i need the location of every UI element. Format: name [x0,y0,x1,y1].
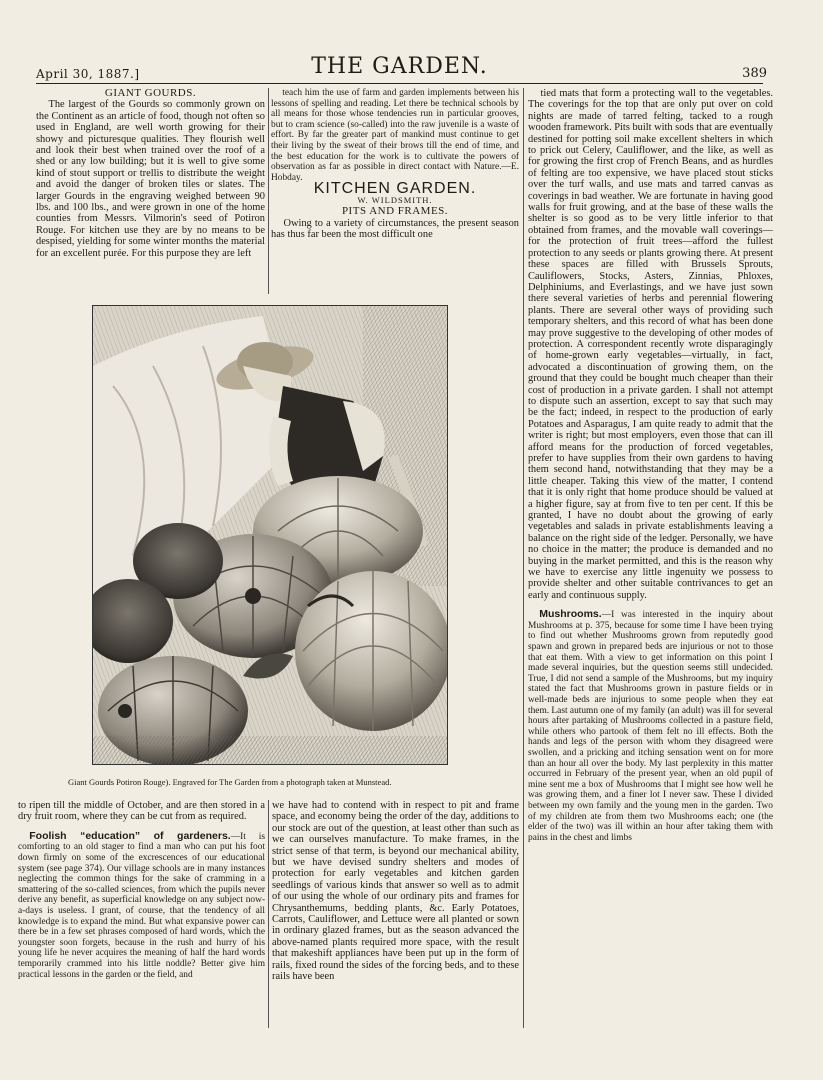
foolish-education-text: —It is comforting to an old stager to find a man who can put his foot down firmly on some of the excrescences of our educational system (see page 374). Our village schools are in many instances neglecting the common things for the sake of cramming in a smattering of the so-called sciences, from which the pupils never derive any benefit, as superficial knowledge on any subject now-a-days is useless. I grant, of course, that the tendency of all knowledge is to expand the mind. But what expansive power can there be in a few set phrases composed of hard words, which the youngster soon forgets, because in the rush and hurry of his young life he never acquires the meaning of half the hard words temporarily crammed into his little noddle? Better give him practical lessons in the garden or the field, and [18,831,265,980]
gourds-engraving-art [93,306,447,764]
giant-gourds-text: The largest of the Gourds so commonly grown on the Continent as an article of food, though not often so used in England, are well worth growing for their showy and picturesque qualities. They flourish well and look their best when trained over the roof of a shed or any low building; but it is well to give some kind of stout support or trellis to distribute the weight and avoid the danger of broken tiles or slates. The larger Gourds in the engraving weighed between 90 lbs. and 100 lbs., and were grown in one of the home counties from Messrs. Vilmorin's seed of Potiron Rouge. For kitchen use they are by no means to be despised, yielding for some winter months the material for an excellent purée. For this purpose they are left [36,99,265,259]
header-title: THE GARDEN. [311,54,488,79]
kitchen-garden-heading: KITCHEN GARDEN. [313,180,477,198]
column-1-bottom [18,800,265,1032]
gourds-engraving [92,305,448,765]
header-page-number: 389 [742,66,767,81]
pits-frames-heading: PITS AND FRAMES. [341,205,449,218]
header-date: April 30, 1887.] [36,67,140,81]
mushrooms-text: —I was interested in the inquiry about Mushrooms at p. 375, because for some time I have been trying to find out whether Mushrooms grown from reputedly good spawn and grown in prepared beds are injurious or not to those that eat them. With a view to get information on this point I made several inquiries, but the question seems still undecided. True, I did not send a sample of the Mushrooms, but my inquiry stated the fact that Mushrooms grown in pasture fields or in well-made beds are injurious to some people when they eat them. Last autumn one of my family (an adult) was ill for several hours after partaking of Mushrooms collected in a pasture field, while others who partook of them felt no ill effects. Both the hands and legs of the person with whom they disagreed were swollen, and a pricking and itching sensation went on for more than an hour all over the body. My last perplexity in this matter occurred in February of the present year, when an old pupil of mine sent me a box of Mushrooms that I might see how well he was growing them, and a finer lot I never saw. These I divided between my own family and the young men in the garden. Two of my children ate from them two Mushrooms each; one (the elder of the two) was ill within an hour after taking them with pains in the chest and limbs [528,610,773,843]
giant-gourds-heading: GIANT GOURDS. [104,88,197,99]
column-divider-1-top [268,88,269,294]
mushrooms-title: Mushrooms. [539,608,602,621]
column-divider-2 [523,88,524,1028]
column-2-top [271,88,519,298]
engraving-caption: Giant Gourds Potiron Rouge). Engraved for The Garden from a photograph taken at Munstead. [68,777,392,787]
foolish-education-paragraph [18,831,265,980]
kitchen-garden-byline: W. WILDSMITH. [357,194,433,205]
mushrooms-paragraph [528,609,773,843]
page-header [36,54,767,84]
foolish-education-title: Foolish “education” of gardeners. [29,829,231,842]
gourds-text-continued: to ripen till the middle of October, and are then stored in a dry fruit room, where they can be cut from as required. [18,800,265,823]
column-divider-1-bottom [268,800,269,1028]
pits-frames-text-bottom: we have had to contend with in respect to pit and frame space, and economy being the order of the day, additions to our stock are out of the question, at least other than such as we can ourselves manufacture. To make frames, in the strict sense of that term, is beyond our mechanical ability, but we have devised sundry shelters and modes of protection for early vegetables and kitchen garden seedlings of various kinds that answer so well as to admit of our using the whole of our ordinary pits and frames for Chrysanthemums, bedding plants, &c. Early Potatoes, Carrots, Cauliflower, and Lettuce were all planted or sown in ordinary glazed frames, but as the season advanced the above-named plants required more space, with the result that makeshift appliances have been put up in the form of rails, fixed round the sides of the forcing beds, and to these rails have been [272,800,519,983]
header-rule [36,83,763,84]
education-text-continued: teach him the use of farm and garden implements between his lessons of spelling and reading. Let there be technical schools by all means for those whose tendencies run in particular grooves, but to cram science (so-called) into the raw juvenile is a waste of effort. By far the greater part of mankind must continue to get their living by the sweat of their brows till the end of time, and the best education for the work is to cultivate the powers of observation as far as possible in direct contact with Nature.—E. Hobday. [271,88,519,183]
column-3 [528,88,773,1030]
pits-frames-intro: Owing to a variety of circumstances, the present season has thus far been the most difficult one [271,217,519,240]
pits-frames-continued: tied mats that form a protecting wall to the vegetables. The coverings for the top that are only put over on cold nights are made of tarred felting, tacked to a rough wooden framework. Pits built with sods that are eventually destined for potting soil make excellent shelters in which to prick out Celery, Cauliflower, and the like, as well as for growing the first crop of French Beans, and as hurdles of felting are too expensive, we have placed stout sticks over the turf walls, and use mats and tarred canvas as coverings in bad weather. We are fortunate in having good walls for fruit growing, and at the base of these walls the shelter is so good as to be very little inferior to that obtained from frames, and the movable wall coverings—for the protection of fruit trees—afford the fullest protection to any seeds or plants growing there. At present these spaces are filled with Brussels Sprouts, Cauliflowers, Stocks, Asters, Zinnias, Phloxes, Delphiniums, and Everlastings, and we have just sown there several varieties of herbs and perennial flowering plants. There are several other ways of providing such temporary shelters, and this record of what has been done may prove suggestive to the developing of other modes of protection. A correspondent recently wrote disparagingly of home-grown early vegetables—virtually, in fact, advocated a discontinuation of growing them, on the ground that they could be bought much cheaper than their cost of production in a private garden. I shall not attempt to dispute such an assertion, except to say that such may be the fact; indeed, in respect to the production of early Potatoes and Asparagus, I am quite ready to admit that the writer is right; but most employers, even those that can ill afford means for the production of forced vegetables, prefer to have supplies from their own gardens to having them second hand, notwithstanding that they may be a little cheaper. Taking this view of the matter, I contend that it is only right that home produce should be valued at a higher figure, say at from five to ten per cent. If this be granted, I have no doubt about the growing of early vegetables and salads in private establishments leaving a balance on the right side of the ledger. Personally, we have no choice in the matter; the produce is demanded and no buying in the market permitted, and this is the reason why we have to exercise any little ingenuity we possess to provide shelter and other suitable contrivances to get an early and continuous supply. [528,88,773,601]
column-2-bottom [272,800,519,1032]
column-1-top [36,88,265,298]
